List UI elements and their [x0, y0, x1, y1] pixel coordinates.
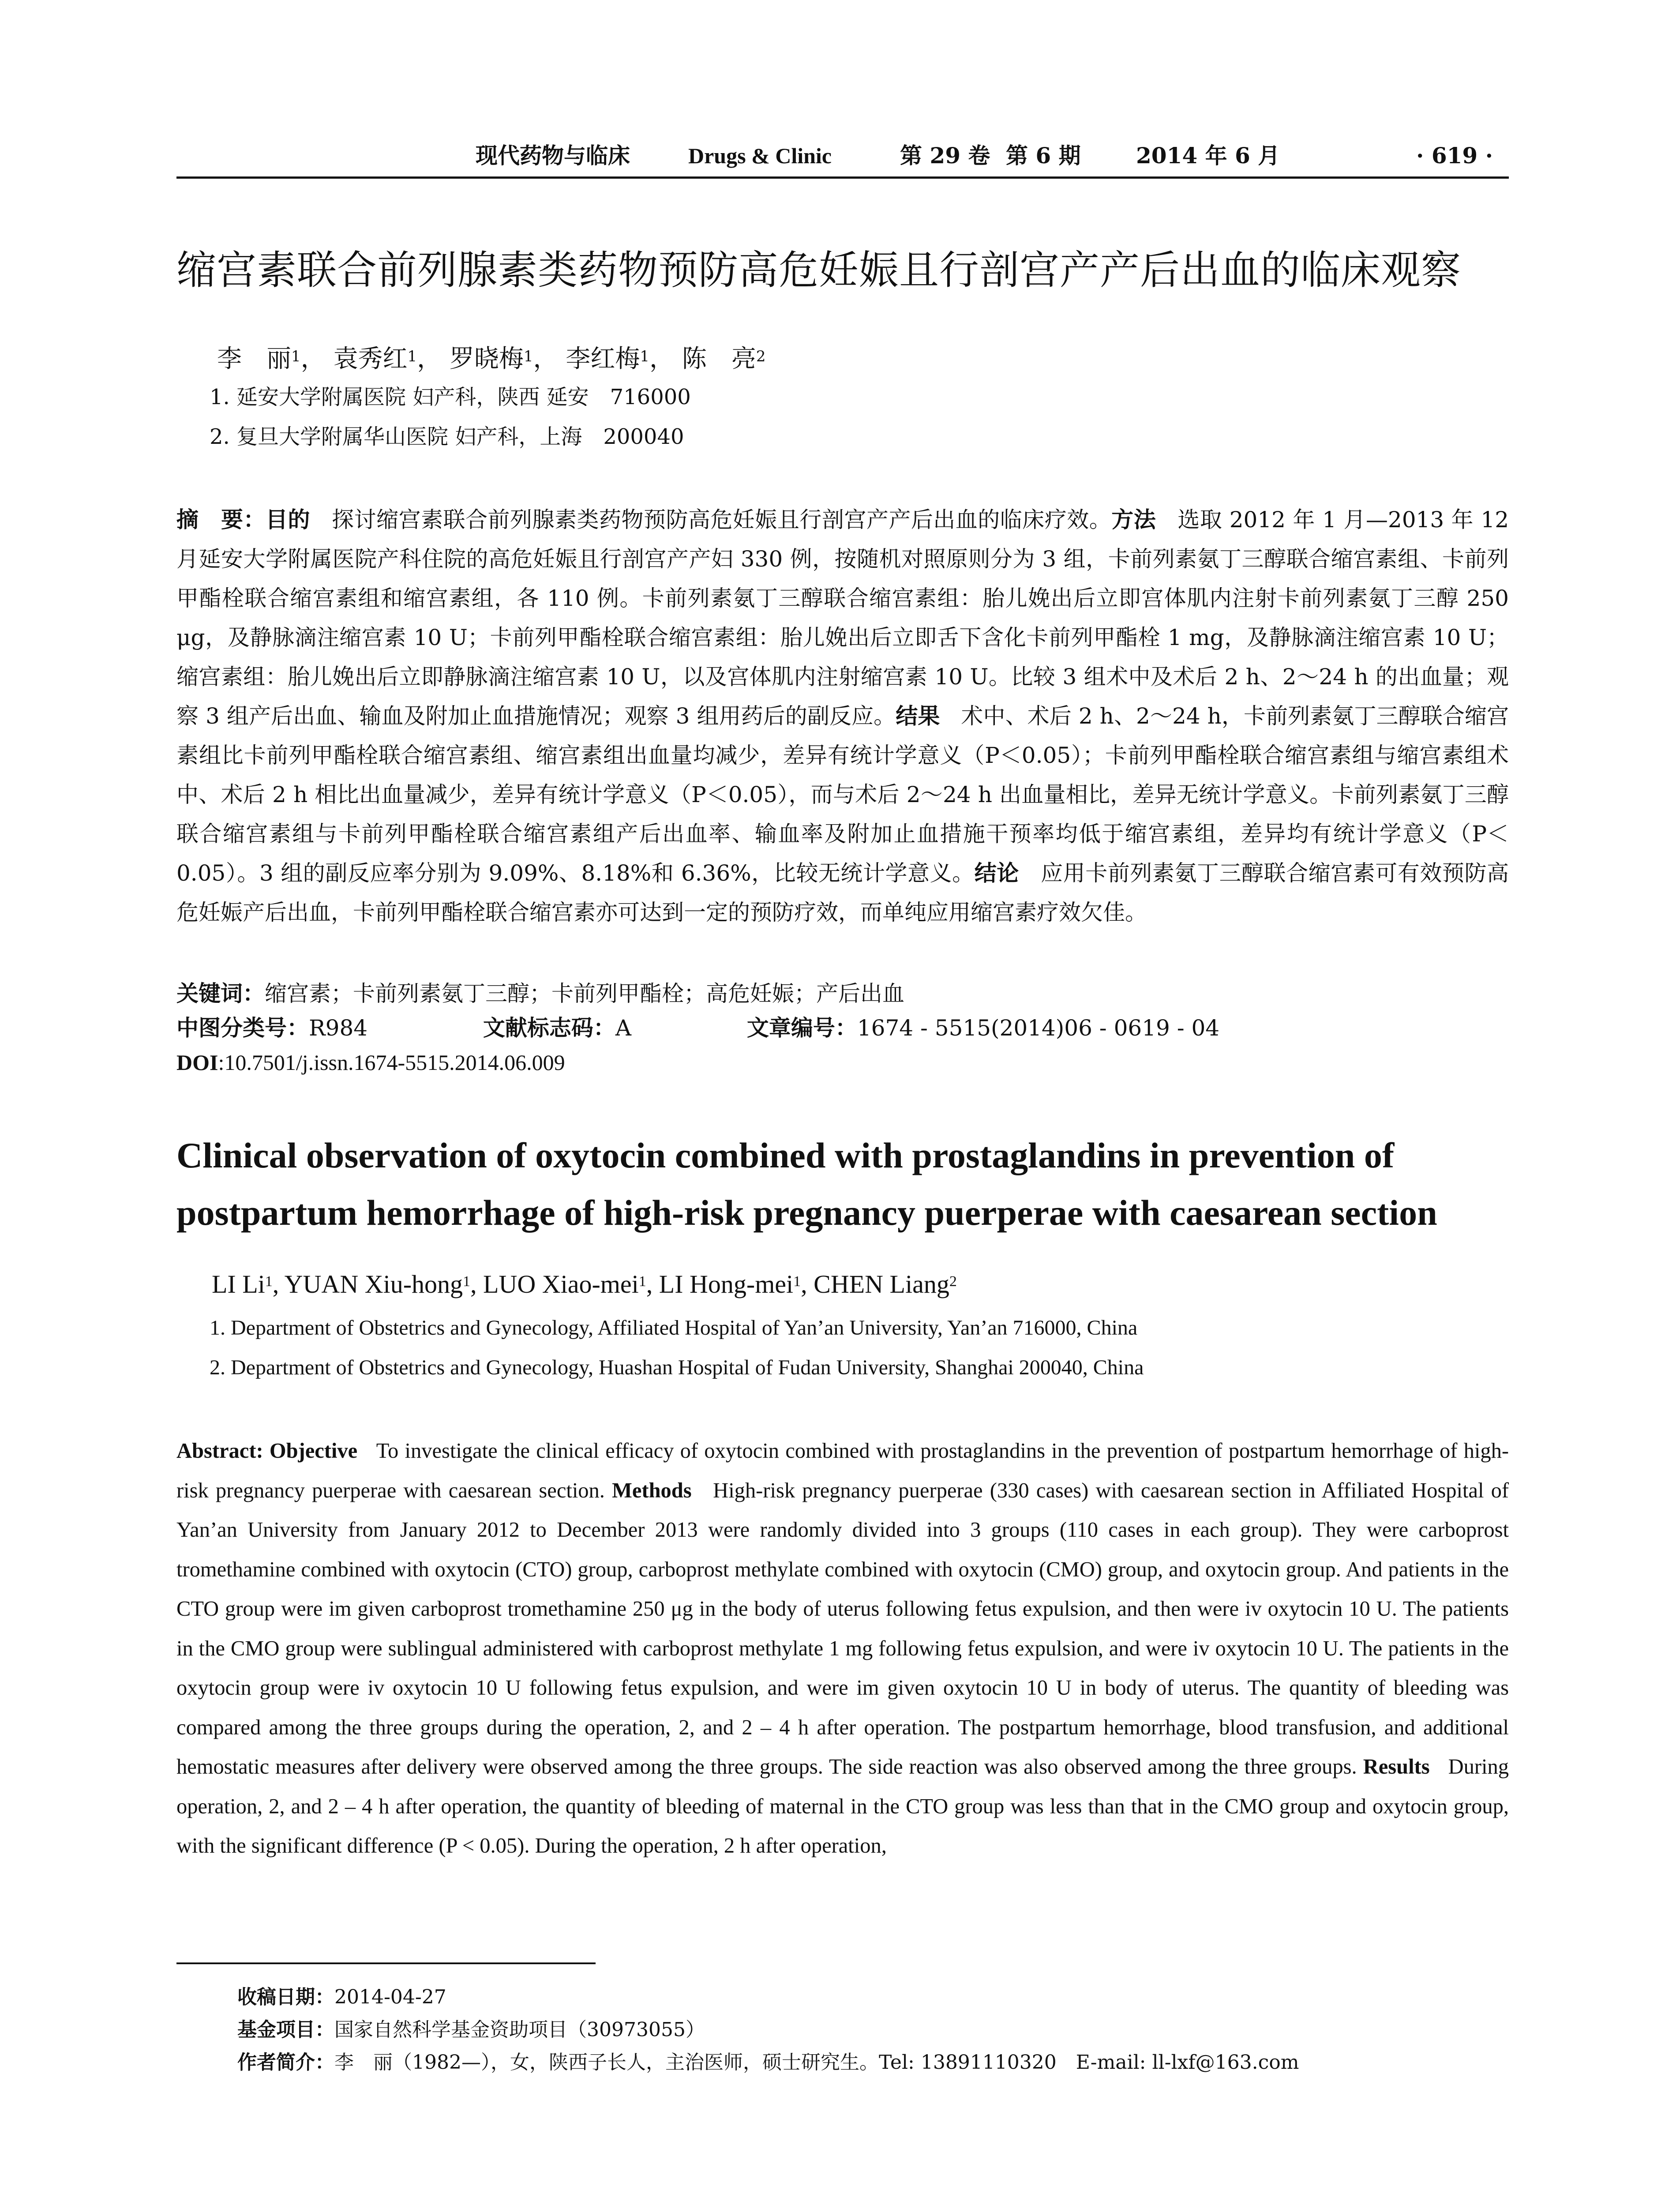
abstract-cn-label: 摘 要： [176, 507, 266, 533]
footnote-received: 收稿日期：2014-04-27 [237, 1986, 446, 2008]
clc-label: 中图分类号： [176, 1015, 309, 1041]
footnote-fund: 基金项目：国家自然科学基金资助项目（30973055） [237, 2018, 705, 2041]
abstract-en [176, 1431, 1509, 1866]
affiliation-en-2: 2. Department of Obstetrics and Gynecology, Huashan Hospital of Fudan University, Shanghai 200040, China [210, 1356, 1144, 1379]
author-cn: 陈 亮$^2$ [682, 345, 766, 373]
objective-cn: 探讨缩宫素联合前列腺素类药物预防高危妊娠且行剖宫产产后出血的临床疗效。 [332, 507, 1112, 533]
author-cn: 罗晓梅$^1$， [449, 345, 558, 373]
doc-code-label: 文献标志码： [483, 1015, 615, 1041]
author-en: CHEN Liang$^2$ [814, 1270, 957, 1298]
footnote-rule [176, 1962, 596, 1964]
objective-label-cn: 目的 [265, 507, 310, 533]
results-label-cn: 结果 [896, 703, 940, 729]
methods-label-en: Methods [612, 1478, 692, 1502]
keywords [176, 976, 904, 1011]
objective-en: To investigate the clinical efficacy of oxytocin combined with prostaglandins in the prevention of postpartum hemorrhage of high-risk pregnancy puerperae with caesarean section. [176, 1439, 1509, 1502]
author-en: YUAN Xiu-hong$^1$, [284, 1270, 484, 1298]
footnote-author-bio: 作者简介：李 丽（1982—），女，陕西子长人，主治医师，硕士研究生。Tel: 13891110320 E-mail: ll-lxf@163.com [237, 2051, 1299, 2074]
author-en: LI Hong-mei$^1$, [659, 1270, 814, 1298]
author-cn: 李 丽$^1$， [217, 345, 326, 373]
conclusion-cn: 应用卡前列素氨丁三醇联合缩宫素可有效预防高危妊娠产后出血，卡前列甲酯栓联合缩宫素亦可达到一定的预防疗效，而单纯应用缩宫素疗效欠佳。 [176, 860, 1509, 925]
methods-cn: 选取 2012 年 1 月—2013 年 12 月延安大学附属医院产科住院的高危妊娠且行剖宫产产妇 330 例，按随机对照原则分为 3 组，卡前列素氨丁三醇联合缩宫素组、卡前列甲酯栓联合缩宫素组和缩宫素组，各 110 例。卡前列素氨丁三醇联合缩宫素组：胎儿娩出后立即宫体肌内注射卡前列素氨丁三醇 250 μg，及静脉滴注缩宫素 10 U；卡前列甲酯栓联合缩宫素组：胎儿娩出后立即舌下含化卡前列甲酯栓 1 mg，及静脉滴注缩宫素 10 U；缩宫素组：胎儿娩出后立即静脉滴注缩宫素 10 U，以及宫体肌内注射缩宫素 10 U。比较 3 组术中及术后 2 h、2～24 h 的出血量；观察 3 组产后出血、输血及附加止血措施情况；观察 3 组用药后的副反应。 [176, 507, 1509, 729]
keywords-label: 关键词： [176, 981, 265, 1006]
results-en: During operation, 2, and 2 – 4 h after operation, the quantity of bleeding of maternal in the CTO group was less than that in the CMO group and oxytocin group, with the significant difference (P < 0.05). During the operation, 2 h after operation, [176, 1755, 1509, 1857]
article-number-value: 1674 - 5515(2014)06 - 0619 - 04 [857, 1015, 1220, 1041]
abstract-en-label: Abstract: [176, 1439, 263, 1463]
doi-value: :10.7501/j.issn.1674-5515.2014.06.009 [218, 1050, 565, 1075]
doc-code-value: A [615, 1015, 632, 1041]
header-rule [176, 176, 1509, 179]
author-cn: 袁秀红$^1$， [333, 345, 442, 373]
header-issue: 第 6 期 [1006, 143, 1081, 169]
affiliation-en-1: 1. Department of Obstetrics and Gynecology, Affiliated Hospital of Yan’an University, Yan’an 716000, China [210, 1316, 1138, 1339]
header-journal-en: Drugs & Clinic [688, 143, 832, 168]
results-label-en: Results [1363, 1755, 1430, 1778]
header-date: 2014 年 6 月 [1136, 143, 1280, 169]
authors-en [212, 1264, 957, 1304]
author-cn: 李红梅$^1$， [566, 345, 674, 373]
methods-label-cn: 方法 [1111, 507, 1156, 533]
clc-value: R984 [309, 1015, 368, 1041]
doi-label: DOI [176, 1050, 218, 1075]
affiliation-cn-2: 2. 复旦大学附属华山医院 妇产科，上海 200040 [210, 424, 684, 449]
abstract-cn [176, 500, 1509, 932]
conclusion-label-cn: 结论 [974, 860, 1019, 886]
methods-en: High-risk pregnancy puerperae (330 cases) with caesarean section in Affiliated Hospital of Yan’an University from January 2012 to December 2013 were randomly divided into 3 groups (110 cases in each group). They were carboprost tromethamine combined with oxytocin (CTO) group, carboprost methylate combined with oxytocin (CMO) group, and oxytocin group. And patients in the CTO group were im given carboprost tromethamine 250 μg in the body of uterus following fetus expulsion, and then were iv oxytocin 10 U. The patients in the CMO group were sublingual administered with carboprost methylate 1 mg following fetus expulsion, and were iv oxytocin 10 U. The patients in the oxytocin group were iv oxytocin 10 U following fetus expulsion, and were im given oxytocin 10 U in body of uterus. The quantity of bleeding was compared among the three groups during the operation, 2, and 2 – 4 h after operation. The postpartum hemorrhage, blood transfusion, and additional hemostatic measures after delivery were observed among the three groups. The side reaction was also observed among the three groups. [176, 1478, 1509, 1778]
objective-label-en: Objective [269, 1439, 358, 1463]
header-page-number: · 619 · [1416, 143, 1493, 169]
affiliation-cn-1: 1. 延安大学附属医院 妇产科，陕西 延安 716000 [210, 385, 691, 409]
header-journal-cn: 现代药物与临床 [476, 143, 630, 169]
authors-cn [217, 337, 765, 381]
article-number-label: 文章编号： [746, 1015, 857, 1041]
author-en: LI Li$^1$, [212, 1270, 285, 1298]
doi [176, 1045, 565, 1080]
header-volume: 第 29 卷 [900, 143, 990, 169]
title-cn: 缩宫素联合前列腺素类药物预防高危妊娠且行剖宫产产后出血的临床观察 [176, 247, 1461, 293]
author-en: LUO Xiao-mei$^1$, [483, 1270, 659, 1298]
keywords-text: 缩宫素；卡前列素氨丁三醇；卡前列甲酯栓；高危妊娠；产后出血 [265, 981, 904, 1006]
results-cn: 术中、术后 2 h、2～24 h，卡前列素氨丁三醇联合缩宫素组比卡前列甲酯栓联合缩宫素组、缩宫素组出血量均减少，差异有统计学意义（P＜0.05）；卡前列甲酯栓联合缩宫素组与缩宫素组术中、术后 2 h 相比出血量减少，差异有统计学意义（P＜0.05），而与术后 2～24 h 出血量相比，差异无统计学意义。卡前列素氨丁三醇联合缩宫素组与卡前列甲酯栓联合缩宫素组产后出血率、输血率及附加止血措施干预率均低于缩宫素组，差异均有统计学意义（P＜0.05）。3 组的副反应率分别为 9.09%、8.18%和 6.36%，比较无统计学意义。 [176, 703, 1509, 886]
title-en: Clinical observation of oxytocin combined with prostaglandins in prevention of postpartum hemorrhage of high-risk pregnancy puerperae with caesarean section [176, 1135, 1437, 1233]
classification [176, 1010, 1219, 1046]
